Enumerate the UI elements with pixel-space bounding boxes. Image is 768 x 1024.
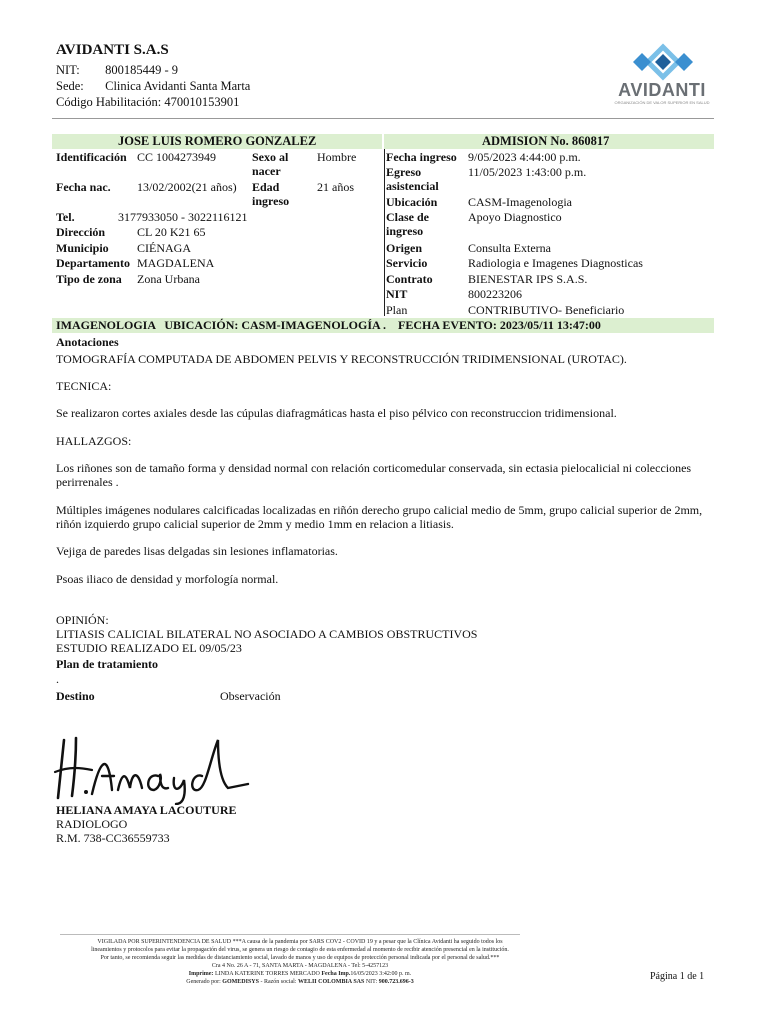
plan-label: Plan [386, 303, 408, 317]
nit-value: 800185449 - 9 [105, 63, 179, 77]
clase-ingreso-value: Apoyo Diagnostico [468, 210, 562, 224]
organization-name: AVIDANTI S.A.S [56, 42, 169, 58]
tecnica-text: Se realizaron cortes axiales desde las cúpulas diafragmáticas hasta el piso pélvico con reconstruccion tridimensional. [56, 406, 617, 420]
imprime-label: Imprime: [188, 971, 214, 977]
hallazgo-1: Los riñones son de tamaño forma y densidad normal con relación corticomedular conservada, sin ectasia pielocalicial ni colecciones perirrenales . [56, 461, 692, 489]
fecha-nac-label: Fecha nac. [56, 180, 111, 194]
nit-contrato-value: 800223206 [468, 287, 522, 301]
servicio-value: Radiologia e Imagenes Diagnosticas [468, 256, 643, 270]
plan-value: CONTRIBUTIVO- Beneficiario [468, 303, 625, 317]
avidanti-logo-icon [628, 42, 698, 82]
footer-line-2: lineamientos y protocolos para evitar la propagación del virus, se genera un riesgo de contagio de esta enfermedad al momento de recibir atención presencial en la institución. [91, 947, 509, 953]
footer-line-1: VIGILADA POR SUPERINTENDENCIA DE SALUD ***A causa de la pandemia por SARS COV2 - COVID 19 y a pesar que la Clínica Avidanti ha seguido todos los [97, 939, 503, 945]
contrato-value: BIENESTAR IPS S.A.S. [468, 272, 588, 286]
fecha-imp-label: Fecha Imp. [321, 971, 351, 977]
habilitacion-label: Código Habilitación: [56, 95, 162, 109]
habilitacion-value: 470010153901 [164, 95, 240, 109]
contrato-label: Contrato [386, 272, 433, 286]
header-divider [52, 118, 714, 119]
origen-label: Origen [386, 241, 422, 255]
departamento-label: Departamento [56, 256, 130, 270]
razon-social-label: - Razón social: [260, 979, 297, 985]
identificacion-value: CC 1004273949 [137, 150, 217, 164]
footer-divider [60, 934, 520, 935]
tipo-zona-value: Zona Urbana [137, 272, 200, 286]
generado-label: Generado por: [186, 979, 221, 985]
sede-label: Sede: [56, 79, 84, 93]
plan-tratamiento-value: . [56, 672, 59, 686]
hallazgos-label: HALLAZGOS: [56, 434, 132, 448]
generado-value: GOMEDISYS [222, 979, 259, 985]
tecnica-label: TECNICA: [56, 379, 112, 393]
study-title: TOMOGRAFÍA COMPUTADA DE ABDOMEN PELVIS Y RECONSTRUCCIÓN TRIDIMENSIONAL (UROTAC). [56, 352, 627, 366]
nit-contrato-label: NIT [386, 287, 408, 301]
logo-wordmark: AVIDANTI [618, 80, 706, 100]
razon-social-value: WELII COLOMBIA SAS [297, 979, 365, 985]
imprime-value: LINDA KATERINE TORRES MERCADO [214, 971, 320, 977]
column-divider [384, 149, 385, 316]
municipio-label: Municipio [56, 241, 109, 255]
destino-value: Observación [220, 689, 281, 703]
signer-name: HELIANA AMAYA LACOUTURE [56, 803, 237, 817]
sede-value: Clinica Avidanti Santa Marta [105, 79, 251, 93]
identificacion-label: Identificación [56, 150, 127, 164]
origen-value: Consulta Externa [468, 241, 551, 255]
signature-image [52, 730, 262, 805]
anotaciones-label: Anotaciones [56, 335, 119, 349]
habilitacion-row [56, 95, 239, 110]
patient-name: JOSE LUIS ROMERO GONZALEZ [118, 134, 317, 148]
exam-band-text: IMAGENOLOGIA UBICACIÓN: CASM-IMAGENOLOGÍA . FECHA EVENTO: 2023/05/11 13:47:00 [56, 318, 601, 332]
direccion-value: CL 20 K21 65 [137, 225, 206, 239]
nit-row [56, 63, 178, 78]
opinion-label: OPINIÓN: [56, 613, 109, 627]
edad-ingreso-label: Edad ingreso [252, 180, 290, 208]
footer-line-4: Cra 4 No. 26 A - 71, SANTA MARTA - MAGDALENA - Tel: 5-4257123 [211, 963, 389, 969]
ubicacion-label: Ubicación [386, 195, 438, 209]
footer-nit-label: NIT: [365, 979, 378, 985]
ubicacion-value: CASM-Imagenologia [468, 195, 572, 209]
destino-label: Destino [56, 689, 95, 703]
departamento-value: MAGDALENA [137, 256, 215, 270]
tipo-zona-label: Tipo de zona [56, 272, 122, 286]
fecha-ingreso-value: 9/05/2023 4:44:00 p.m. [468, 150, 581, 164]
footer-line-6 [40, 978, 560, 986]
hallazgo-4: Psoas iliaco de densidad y morfología normal. [56, 572, 279, 586]
edad-ingreso-value: 21 años [317, 180, 354, 194]
sede-row [56, 79, 250, 94]
hallazgo-2: Múltiples imágenes nodulares calcificadas localizadas en riñón derecho grupo calicial medio de 5mm, grupo calicial superior de 2mm, riñón izquierdo grupo calicial superior de 2mm y medio 1mm en relacion a litiasis. [56, 503, 703, 531]
fecha-imp-value: 16/05/2023 3:42:00 p. m. [350, 971, 412, 977]
opinion-line-1: LITIASIS CALICIAL BILATERAL NO ASOCIADO A CAMBIOS OBSTRUCTIVOS [56, 627, 478, 641]
footer-nit-value: 900.723.696-3 [378, 979, 414, 985]
fecha-nac-value: 13/02/2002(21 años) [137, 180, 237, 194]
footer-line-5 [40, 970, 560, 978]
tel-label: Tel. [56, 210, 75, 224]
signer-role: RADIOLOGO [56, 817, 128, 831]
sexo-value: Hombre [317, 150, 357, 164]
page-number: Página 1 de 1 [650, 971, 705, 982]
fecha-ingreso-label: Fecha ingreso [386, 150, 457, 164]
municipio-value: CIÉNAGA [137, 241, 191, 255]
plan-tratamiento-label: Plan de tratamiento [56, 657, 158, 671]
admision-number: ADMISION No. 860817 [482, 134, 610, 148]
egreso-label: Egreso asistencial [386, 165, 439, 193]
direccion-label: Dirección [56, 225, 106, 239]
tel-value: 3177933050 - 3022116121 [118, 210, 248, 224]
servicio-label: Servicio [386, 256, 428, 270]
signer-registration: R.M. 738-CC36559733 [56, 831, 170, 845]
hallazgo-3: Vejiga de paredes lisas delgadas sin lesiones inflamatorias. [56, 544, 338, 558]
clase-ingreso-label: Clase de ingreso [386, 210, 429, 238]
sexo-label: Sexo al nacer [252, 150, 289, 178]
opinion-line-2: ESTUDIO REALIZADO EL 09/05/23 [56, 641, 242, 655]
footer-line-3: Por tanto, se recomienda seguir las medidas de distanciamiento social, lavado de manos y uso de equipos de protección personal indicada por el personal de salud.*** [100, 955, 500, 961]
logo-tagline: ORGANIZACIÓN DE VALOR SUPERIOR EN SALUD [614, 100, 710, 105]
nit-label: NIT: [56, 63, 80, 77]
egreso-value: 11/05/2023 1:43:00 p.m. [468, 165, 587, 179]
